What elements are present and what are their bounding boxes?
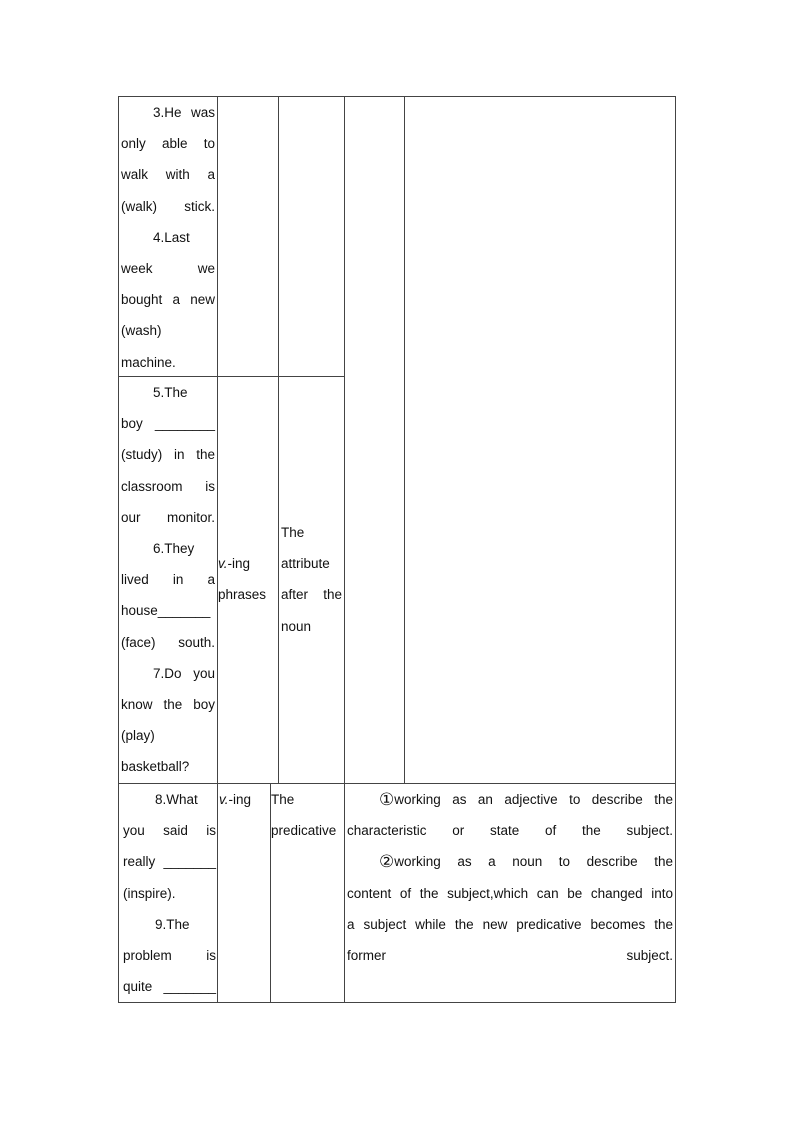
example-line: house_______ (121, 603, 211, 619)
bottom-table-divider-3 (344, 783, 345, 1003)
example-line: (inspire). (123, 885, 176, 901)
function-line: noun (281, 618, 312, 634)
example-line: (face) south. (121, 634, 215, 650)
example-line: walk with a (121, 167, 215, 183)
function-line: predicative (271, 823, 337, 839)
example-line: 4.Last (153, 229, 190, 245)
form-line: v.-ing (218, 556, 251, 571)
top-table-divider-3 (344, 96, 345, 784)
function-line: after the (281, 587, 342, 603)
example-line: week we (121, 260, 215, 276)
top-table-divider-1 (217, 96, 218, 784)
example-line: (walk) stick. (121, 198, 215, 214)
example-line: problem is (123, 947, 216, 963)
note-line: ①working as an adjective to describe the (347, 784, 673, 815)
example-line: you said is (123, 823, 216, 839)
example-line: basketball? (121, 759, 190, 775)
examples-cell-1 (121, 97, 215, 378)
example-line: know the boy (121, 696, 215, 712)
example-line: 8.What (155, 792, 198, 807)
example-line: 7.Do you (153, 665, 215, 681)
example-line: classroom is (121, 478, 215, 494)
function-line: The (271, 792, 295, 807)
notes-cell (347, 784, 673, 971)
note-line: former subject. (347, 947, 673, 963)
function-line: The (281, 525, 305, 540)
example-line: 3.He was (153, 105, 215, 120)
example-line: (play) (121, 728, 155, 744)
example-line: machine. (121, 354, 176, 370)
top-table-divider-4 (404, 96, 405, 784)
example-line: (wash) (121, 323, 162, 339)
example-line: our monitor. (121, 509, 215, 525)
top-table-divider-2 (278, 96, 279, 784)
circled-number-one: ①working (379, 790, 441, 809)
example-line: really _______ (123, 854, 216, 870)
circled-number-two: ②working (379, 852, 441, 872)
function-line: attribute (281, 556, 330, 572)
bottom-table-divider-1 (217, 783, 218, 1003)
form-cell-bottom (219, 784, 268, 815)
example-line: (study) in the (121, 447, 215, 463)
form-cell-top (218, 548, 276, 610)
note-line: characteristic or state of the subject. (347, 823, 673, 839)
function-cell-bottom (271, 784, 343, 846)
example-line: 6.They (153, 540, 195, 556)
example-line: only able to (121, 136, 215, 152)
form-line: phrases (218, 587, 267, 603)
example-line: lived in a (121, 572, 215, 588)
function-cell-top (281, 517, 342, 642)
note-line: content of the subject,which can be changed into (347, 885, 673, 901)
example-line: 9.The (155, 916, 190, 932)
example-line: quite _______ (123, 979, 216, 995)
examples-cell-3 (123, 784, 216, 1002)
example-line: 5.The (153, 385, 188, 400)
note-line: a subject while the new predicative becomes the (347, 916, 673, 932)
note-line: ②working as a noun to describe the (347, 846, 673, 877)
example-line: bought a new (121, 292, 215, 308)
form-line: v.-ing (219, 792, 252, 807)
examples-cell-2 (121, 377, 215, 782)
example-line: boy ________ (121, 416, 215, 432)
